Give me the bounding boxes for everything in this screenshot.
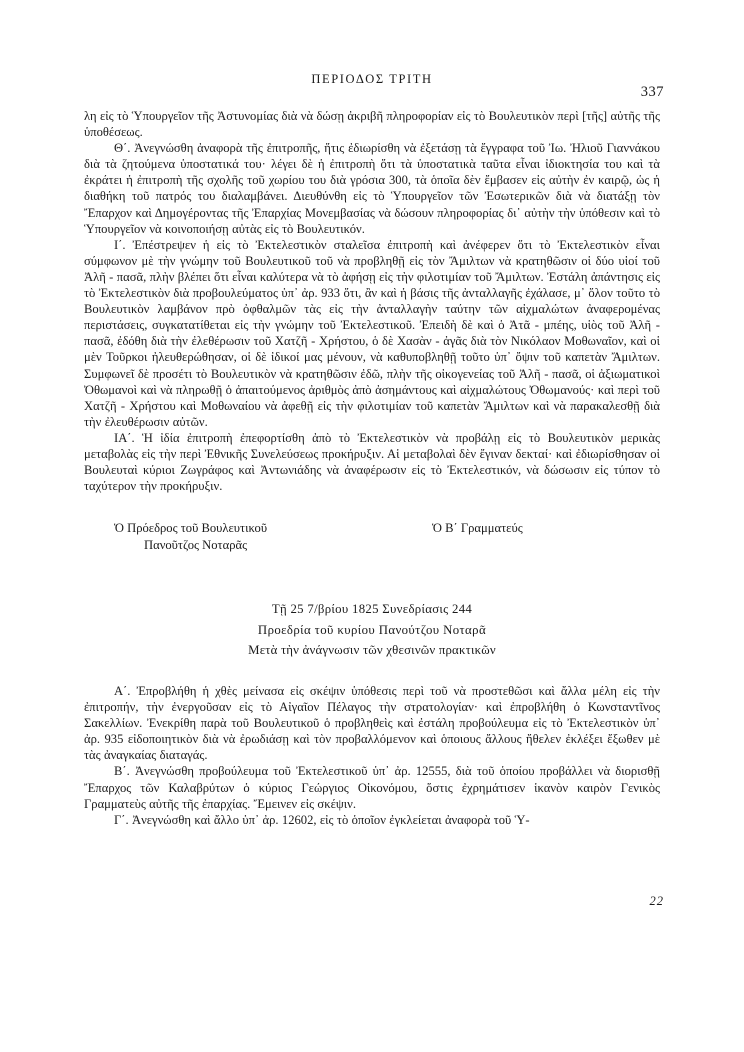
catchword-paragraph: λη εἰς τὸ Ὑπουργεῖον τῆς Ἀστυνομίας διὰ νὰ δώσῃ ἀκριβῆ πληροφορίαν εἰς τὸ Βουλευτικὸν περὶ [τῆς] αὐτῆς τῆς ὑποθέσεως. (84, 109, 660, 140)
president-title: Ὁ Πρόεδρος τοῦ Βουλευτικοῦ (114, 521, 268, 536)
running-head (84, 72, 664, 100)
first-section (84, 108, 660, 494)
signature-secretary (414, 520, 523, 553)
session-minutes-line: Μετὰ τὴν ἀνάγνωσιν τῶν χθεσινῶν πρακτικῶν (248, 643, 496, 658)
minute-item-gamma: Γ΄. Ἀνεγνώσθη καὶ ἄλλο ὑπ᾽ ἀρ. 12602, εἰς τὸ ὁποῖον ἐγκλείεται ἀναφορὰ τοῦ Ὑ- (114, 812, 530, 827)
second-section (84, 683, 660, 828)
minute-item-beta: Β΄. Ἀνεγνώσθη προβούλευμα τοῦ Ἐκτελεστικοῦ ὑπ᾽ ἀρ. 12555, διὰ τοῦ ὁποίου προβάλλει νὰ διορισθῇ Ἔπαρχος τῶν Καλαβρύτων ὁ κύριος Γεώργιος Οἰκονόμου, ὅστις ἐχρημάτισεν ἱκανὸν καιρὸν Γενικὸς Γραμματεὺς αὐτῆς τῆς ἐπαρχίας. Ἔμεινεν εἰς σκέψιν. (84, 764, 660, 811)
minute-item-iota-alpha: ΙΑ΄. Ἡ ἰδία ἐπιτροπὴ ἐπεφορτίσθη ἀπὸ τὸ Ἐκτελεστικὸν νὰ προβάλῃ εἰς τὸ Βουλευτικὸν μερικὰς μεταβολὰς εἰς τὴν περὶ Ἐθνικῆς Συνελεύσεως προκήρυξιν. Αἱ μεταβολαὶ δὲν ἔγιναν δεκταί· καὶ ἐδιωρίσθησαν οἱ Βουλευταὶ κύριοι Ζωγράφος καὶ Ἀντωνιάδης νὰ ἀναφέρωσιν εἰς τὸ Ἐκτελεστικόν, νὰ δώσωσιν εἰς τύπον τὸ ταχύτερον τὴν προκήρυξιν. (84, 430, 660, 494)
minute-item-theta: Θ΄. Ἀνεγνώσθη ἀναφορὰ τῆς ἐπιτροπῆς, ἥτις ἐδιωρίσθη νὰ ἐξετάσῃ τὰ ἔγγραφα τοῦ Ἰω. Ἠλιοῦ Γιαννάκου διὰ τὰ ζητούμενα ὑποστατικά του· λέγει δὲ ἡ ἐπιτροπὴ ὅτι τὰ ὑποστατικὰ ταῦτα εἶναι ἰδιοκτησία του καὶ τὰ ἐκράτει ἡ ἐπιτροπὴ τῆς σχολῆς τοῦ χωρίου του διὰ γρόσια 300, τὰ ὁποῖα δὲν ἔμβασεν εἰς αὐτὴν ἐν καιρῷ, ὡς ἡ διαθήκη τοῦ πατρός του διαλαμβάνει. Διευθύνθη εἰς τὸ Ὑπουργεῖον τῶν Ἐσωτερικῶν διὰ νὰ διατάξῃ τὸν Ἔπαρχον καὶ Δημογέροντας τῆς Ἐπαρχίας Μονεμβασίας νὰ δώσουν πληροφορίας δι᾽ αὐτὴν τὴν ὑπόθεσιν καὶ τὸ Ὑπουργεῖον νὰ κοινοποιήσῃ αὐτὰς εἰς τὸ Βουλευτικόν. (84, 141, 660, 236)
president-name: Πανοῦτζος Νοταρᾶς (144, 537, 248, 552)
page-content (84, 72, 664, 908)
signature-president (84, 520, 414, 553)
minute-item-iota: Ι΄. Ἐπέστρεψεν ἡ εἰς τὸ Ἐκτελεστικὸν σταλεῖσα ἐπιτροπὴ καὶ ἀνέφερεν ὅτι τὸ Ἐκτελεστικὸν εἶναι σύμφωνον μὲ τὴν γνώμην τοῦ Βουλευτικοῦ τοῦ νὰ προβληθῇ εἰς τὸν Ἄμιλτων νὰ κρατηθῶσιν οἱ δύο υἱοί τοῦ Ἀλῆ - πασᾶ, πλὴν βλέπει ὅτι εἶναι καλύτερα νὰ τὸ ἀφήσῃ εἰς τὴν φιλοτιμίαν τοῦ Ἄμιλτων. Ἐστάλη ἀπάντησις εἰς τὸ Ἐκτελεστικὸν διὰ προβουλεύματος ὑπ᾽ ἀρ. 933 ὅτι, ἂν καὶ ἡ βάσις τῆς ἀνταλλαγῆς ἐχάλασε, μ᾽ ὅλον τοῦτο τὸ Βουλευτικὸν λαμβάνον πρὸ ὀφθαλμῶν τὰς εἰς τὴν ἀνταλλαγὴν ταύτην τῶν αἰχμαλώτων ἀναφερομένας περιστάσεις, συγκατατίθεται εἰς τὴν γνώμην τοῦ Ἐκτελεστικοῦ. Ἐπειδὴ δὲ καὶ ὁ Ἀτᾶ - μπέης, υἱὸς τοῦ Ἀλῆ - πασᾶ, ἐδόθη διὰ τὴν ἐλεθέρωσιν τοῦ Χατζῆ - Χρήστου, ὁ δὲ Χασὰν - ἀγᾶς διὰ τὸν Νικόλαον Μοθωναῖον, καὶ οἱ μὲν Τοῦρκοι ἠλευθερώθησαν, οἱ δὲ ἰδικοί μας μένουν, νὰ καθυποβληθῇ τοῦτο ὑπ᾽ ὄψιν τοῦ καπετὰν Ἄμιλτων. Συμφωνεῖ δὲ προσέτι τὸ Βουλευτικὸν νὰ κρατηθῶσιν ἐδῶ, πλὴν τῆς οἰκογενείας τοῦ Ἀλῆ - πασᾶ, οἱ ἀξιωματικοὶ Ὀθωμανοὶ καὶ νὰ πληρωθῇ ὁ ἀπαιτούμενος ἀριθμὸς ἀπὸ ἀσημάντους καὶ αἰχμαλώτους Ὀθωμανούς· καὶ περὶ τοῦ Χατζῆ - Χρήστου καὶ Μοθωναίου νὰ ἀφεθῇ εἰς τὴν φιλοτιμίαν τοῦ καπετὰν Ἄμιλτων καὶ νὰ παρακαλεσθῇ διὰ τὴν ἐλευθέρωσιν αὐτῶν. (84, 237, 660, 429)
page-number: 337 (640, 84, 664, 100)
session-date-line: Τῇ 25 7/βρίου 1825 Συνεδρίασις 244 (271, 602, 473, 617)
signature-mark: 22 (649, 894, 664, 908)
minute-item-alpha: Α΄. Ἐπροβλήθη ἡ χθὲς μείνασα εἰς σκέψιν ὑπόθεσις περὶ τοῦ νὰ προστεθῶσι καὶ ἄλλα μέλη εἰς τὴν ἐπιτροπήν, τὴν ἐνεργοῦσαν εἰς τὸ Αἰγαῖον Πέλαγος τὴν στρατολογίαν· καὶ ἐπροβλήθη ὁ Κωνσταντῖνος Σακελλίων. Ἐνεκρίθη παρὰ τοῦ Βουλευτικοῦ ὁ προβληθεὶς καὶ ἐστάλη προβούλευμα εἰς τὸ Ἐκτελεστικὸν ὑπ᾽ ἀρ. 935 εἰδοποιητικὸν διὰ νὰ ἐρωδιάσῃ καὶ τὸν προβαλλόμενον καὶ ὁποιους ἄλλους ἤθελεν ἐκλέξει ἔξωθεν μὲ τὰς ἀναγκαίας διαταγάς. (84, 683, 660, 763)
running-head-title: ΠΕΡΙΟΔΟΣ ΤΡΙΤΗ (311, 72, 433, 86)
session-presidency-line: Προεδρία τοῦ κυρίου Πανούτζου Νοταρᾶ (257, 622, 487, 637)
signature-block (84, 520, 660, 553)
secretary-title: Ὁ Β΄ Γραμματεύς (432, 521, 523, 536)
session-heading (84, 599, 660, 661)
